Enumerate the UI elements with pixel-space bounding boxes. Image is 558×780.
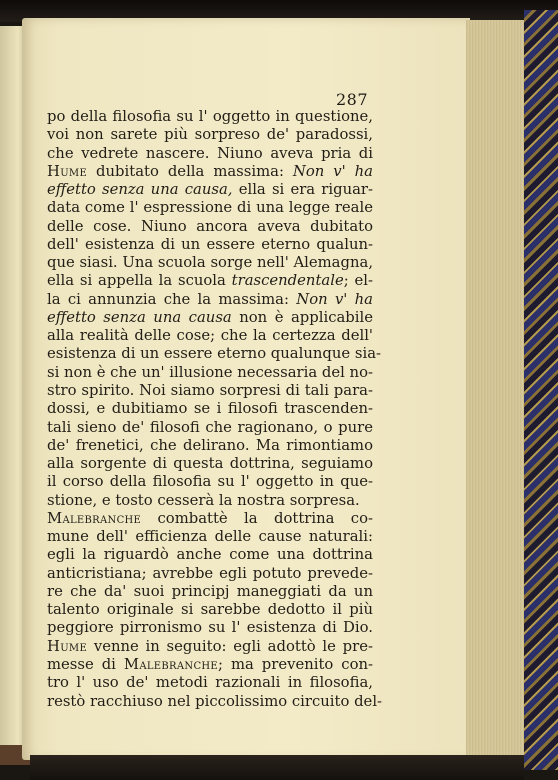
text-line <box>47 126 373 144</box>
marbled-cover <box>524 10 558 770</box>
text-segment: delle cose. Niuno ancora aveva dubitato <box>47 217 373 235</box>
text-line <box>47 419 373 437</box>
text-segment: mune dell' efficienza delle cause naturali: <box>47 528 373 546</box>
text-segment: restò racchiuso nel piccolissimo circuito del- <box>47 692 383 710</box>
text-line <box>47 364 373 382</box>
italic-phrase: trascendentale <box>231 272 344 290</box>
text-segment: non è applicabile <box>231 308 373 326</box>
italic-phrase: Non v' ha <box>292 162 373 180</box>
text-line <box>47 455 373 473</box>
text-line <box>47 692 383 711</box>
body-text <box>47 108 383 711</box>
text-line <box>47 656 373 674</box>
text-line <box>47 619 373 637</box>
text-segment: ella si appella la scuola <box>47 272 232 290</box>
text-line <box>47 528 373 546</box>
text-segment: talento originale si sarebbe dedotto il più <box>47 601 373 619</box>
text-segment: alla sorgente di questa dottrina, seguiamo <box>47 455 373 473</box>
text-segment: esistenza di un essere eterno qualunque sia- <box>47 345 382 363</box>
text-line <box>47 163 373 181</box>
text-line <box>47 327 373 345</box>
text-line <box>47 565 373 583</box>
proper-name: Malebranche <box>47 509 142 527</box>
text-line <box>47 254 373 272</box>
text-segment: alla realità delle cose; che la certezza dell' <box>47 327 373 345</box>
text-segment: stione, e tosto cesserà la nostra sorpresa. <box>47 491 360 509</box>
text-line <box>47 108 373 126</box>
text-segment: venne in seguito: egli adottò le pre- <box>87 637 373 655</box>
text-segment: la ci annunzia che la massima: <box>47 290 297 308</box>
text-line <box>47 345 382 363</box>
text-segment: dell' esistenza di un essere eterno qualun- <box>47 235 373 253</box>
text-segment: dubitato della massima: <box>87 162 293 180</box>
text-segment: ; ma prevenito con- <box>218 655 374 673</box>
text-segment: data come l' espressione di una legge reale <box>47 199 373 217</box>
text-segment: dossi, e dubitiamo se i filosofi trascenden- <box>47 400 373 418</box>
text-segment: tro l' uso de' metodi razionali in filosofia, <box>47 674 373 692</box>
text-segment: tali sieno de' filosofi che ragionano, o pure <box>47 418 373 436</box>
italic-phrase: effetto senza una causa <box>47 308 232 326</box>
text-segment: ella si era riguar- <box>232 181 373 199</box>
text-segment: po della filosofia su l' oggetto in questione, <box>47 108 373 125</box>
text-segment: peggiore pirronismo su l' esistenza di Dio. <box>47 619 373 637</box>
proper-name: Hume <box>47 162 88 180</box>
proper-name: Hume <box>47 637 88 655</box>
page-number: 287 <box>336 90 369 109</box>
text-segment: re che da' suoi principj maneggiati da un <box>47 582 373 600</box>
text-segment: que siasi. Una scuola sorge nell' Alemagna, <box>47 254 374 272</box>
italic-phrase: Non v' ha <box>296 290 374 308</box>
text-line <box>47 181 373 199</box>
text-line <box>47 674 373 692</box>
text-segment: messe di <box>47 655 124 673</box>
book-binding-bottom <box>30 755 524 780</box>
text-line <box>47 218 373 236</box>
text-segment: anticristiana; avrebbe egli potuto prevede- <box>47 564 373 582</box>
text-line <box>47 236 373 254</box>
text-line <box>47 437 373 455</box>
page-stack-edges <box>466 20 526 755</box>
text-segment: stro spirito. Noi siamo sorpresi di tali para- <box>47 381 373 399</box>
text-line <box>47 492 373 510</box>
text-segment: il corso della filosofia su l' oggetto in que- <box>47 473 373 491</box>
text-line <box>47 291 373 309</box>
text-segment: che vedrete nascere. Niuno aveva pria di <box>47 144 373 162</box>
text-segment: combattè la dottrina co- <box>141 509 373 527</box>
text-line <box>47 382 373 400</box>
text-segment: ; el- <box>343 272 373 290</box>
text-line <box>47 638 373 656</box>
text-line <box>47 400 373 418</box>
text-segment: si non è che un' illusione necessaria del no- <box>47 363 373 381</box>
text-line <box>47 272 373 290</box>
text-line <box>47 199 373 217</box>
text-segment: egli la riguardò anche come una dottrina <box>47 546 373 564</box>
text-line <box>47 601 373 619</box>
text-line <box>47 583 373 601</box>
text-line <box>47 473 373 491</box>
text-segment: voi non sarete più sorpreso de' paradossi, <box>47 126 373 144</box>
proper-name: Malebranche <box>123 655 219 673</box>
text-line <box>47 145 373 163</box>
text-segment: de' frenetici, che delirano. Ma rimontiamo <box>47 436 373 454</box>
text-line <box>47 546 373 564</box>
text-line <box>47 510 373 528</box>
italic-phrase: effetto senza una causa, <box>47 181 233 199</box>
text-line <box>47 309 373 327</box>
